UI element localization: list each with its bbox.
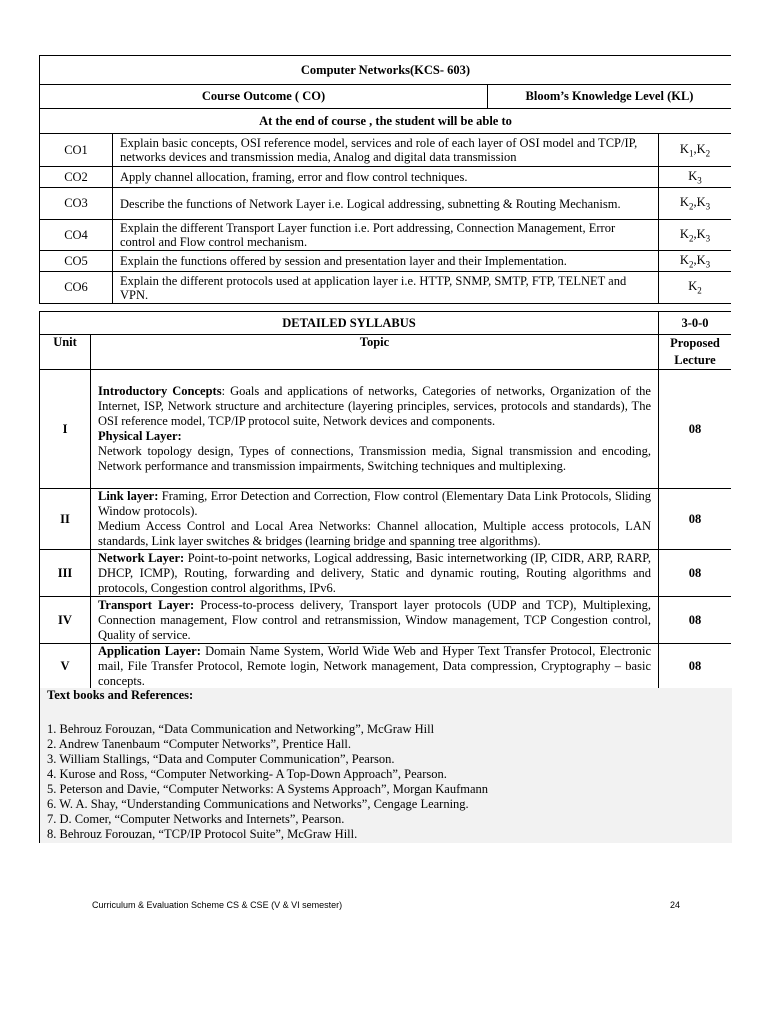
outcome-knowledge-level: $K_2$: [659, 272, 732, 304]
outcome-description: Explain basic concepts, OSI reference model, services and role of each layer of OSI model and TCP/IP, networks devices and transmission media, Analog and digital data transmission: [113, 134, 659, 167]
unit-row: [40, 644, 732, 690]
unit-number: IV: [40, 597, 91, 644]
references-list: [47, 722, 488, 842]
outcome-description: Apply channel allocation, framing, error and flow control techniques.: [113, 167, 659, 188]
outcome-knowledge-level: $K_1,K_2$: [659, 134, 732, 167]
unit-number: II: [40, 489, 91, 550]
course-title: Computer Networks(KCS- 603): [40, 56, 732, 85]
unit-lectures: 08: [659, 489, 732, 550]
outcome-code: CO2: [40, 167, 113, 188]
reference-item: 3. William Stallings, “Data and Computer Communication”, Pearson.: [47, 752, 395, 766]
unit-lectures: 08: [659, 644, 732, 690]
topic-paragraph: Transport Layer: Process-to-process delivery, Transport layer protocols (UDP and TCP), Multiplexing, Connection management, Flow control and retransmission, Window management, TCP Congestion control, Quality of service.: [98, 597, 651, 642]
reference-item: 2. Andrew Tanenbaum “Computer Networks”, Prentice Hall.: [47, 737, 352, 751]
reference-item: 4. Kurose and Ross, “Computer Networking- A Top-Down Approach”, Pearson.: [47, 767, 447, 781]
outcome-code: CO3: [40, 188, 113, 220]
kl-column-header: Bloom’s Knowledge Level (KL): [488, 85, 732, 109]
outcome-row: [40, 188, 732, 220]
references-section: [39, 688, 732, 843]
outcome-knowledge-level: $K_2,K_3$: [659, 220, 732, 251]
reference-item: 6. W. A. Shay, “Understanding Communications and Networks”, Cengage Learning.: [47, 797, 469, 811]
unit-row: [40, 489, 732, 550]
unit-row: [40, 597, 732, 644]
references-heading: Text books and References:: [47, 688, 194, 702]
outcome-row: [40, 220, 732, 251]
outcome-row: [40, 251, 732, 272]
outcome-description: Explain the different protocols used at application layer i.e. HTTP, SNMP, SMTP, FTP, TELNET and VPN.: [113, 272, 659, 304]
topic-paragraph: Network Layer: Point-to-point networks, Logical addressing, Basic internetworking (IP, CIDR, ARP, RARP, DHCP, ICMP), Routing, forwarding and delivery, Static and dynamic routing, Routing algorithms and protocols, Congestion control algorithms, IPv6.: [98, 550, 651, 595]
lecture-column-header: Proposed Lecture: [659, 335, 732, 370]
outcome-row: [40, 134, 732, 167]
unit-column-header: Unit: [40, 335, 91, 370]
topic-paragraph: Introductory Concepts: Goals and applications of networks, Categories of networks, Organization of the Internet, ISP, Network structure and architecture (layering principles, services, protocols and standards), The OSI reference model, TCP/IP protocol suite, Network devices and components.: [98, 384, 651, 428]
unit-topics: [91, 370, 659, 489]
course-outcome-table: [39, 133, 731, 304]
unit-row: [40, 550, 732, 597]
outcome-knowledge-level: $K_2,K_3$: [659, 251, 732, 272]
topic-paragraph: Application Layer: Domain Name System, World Wide Web and Hyper Text Transfer Protocol, Electronic mail, File Transfer Protocol, Remote login, Network management, Data compression, Cryptography – basic concepts.: [98, 644, 651, 688]
outcome-description: Explain the functions offered by session and presentation layer and their Implementation.: [113, 251, 659, 272]
topic-paragraph: Link layer: Framing, Error Detection and Correction, Flow control (Elementary Data Link Protocols, Sliding Window protocols).: [98, 489, 651, 518]
unit-number: I: [40, 370, 91, 489]
reference-item: 8. Behrouz Forouzan, “TCP/IP Protocol Suite”, McGraw Hill.: [47, 827, 358, 841]
course-header-table: [39, 55, 731, 134]
unit-topics: [91, 597, 659, 644]
topic-paragraph: Network topology design, Types of connections, Transmission media, Signal transmission and encoding, Network performance and transmission impairments, Switching techniques and multiplexing.: [98, 444, 651, 473]
outcome-code: CO1: [40, 134, 113, 167]
outcome-intro: At the end of course , the student will be able to: [40, 109, 732, 134]
reference-item: 1. Behrouz Forouzan, “Data Communication and Networking”, McGraw Hill: [47, 722, 435, 736]
unit-topics: [91, 489, 659, 550]
outcome-code: CO5: [40, 251, 113, 272]
topic-paragraph: Physical Layer:: [98, 429, 182, 443]
outcome-code: CO4: [40, 220, 113, 251]
unit-lectures: 08: [659, 370, 732, 489]
topic-column-header: Topic: [91, 335, 659, 370]
syllabus-table: [39, 311, 731, 690]
outcome-knowledge-level: $K_2,K_3$: [659, 188, 732, 220]
outcome-description: Describe the functions of Network Layer i.e. Logical addressing, subnetting & Routing Mechanism.: [113, 188, 659, 220]
outcome-row: [40, 272, 732, 304]
co-column-header: Course Outcome ( CO): [40, 85, 488, 109]
unit-number: V: [40, 644, 91, 690]
unit-number: III: [40, 550, 91, 597]
outcome-row: [40, 167, 732, 188]
ltp-value: 3-0-0: [659, 312, 732, 335]
footer-text: Curriculum & Evaluation Scheme CS & CSE (V & VI semester): [92, 900, 343, 910]
unit-row: [40, 370, 732, 489]
unit-topics: [91, 550, 659, 597]
reference-item: 5. Peterson and Davie, “Computer Networks: A Systems Approach”, Morgan Kaufmann: [47, 782, 489, 796]
topic-paragraph: Medium Access Control and Local Area Networks: Channel allocation, Multiple access protocols, LAN standards, Link layer switches & bridges (learning bridge and spanning tree algorithms).: [98, 519, 651, 548]
syllabus-title: DETAILED SYLLABUS: [40, 312, 659, 335]
page-number: 24: [670, 900, 681, 910]
outcome-description: Explain the different Transport Layer function i.e. Port addressing, Connection Management, Error control and Flow control mechanism.: [113, 220, 659, 251]
unit-topics: [91, 644, 659, 690]
outcome-code: CO6: [40, 272, 113, 304]
unit-lectures: 08: [659, 597, 732, 644]
reference-item: 7. D. Comer, “Computer Networks and Internets”, Pearson.: [47, 812, 345, 826]
unit-lectures: 08: [659, 550, 732, 597]
outcome-knowledge-level: $K_3$: [659, 167, 732, 188]
